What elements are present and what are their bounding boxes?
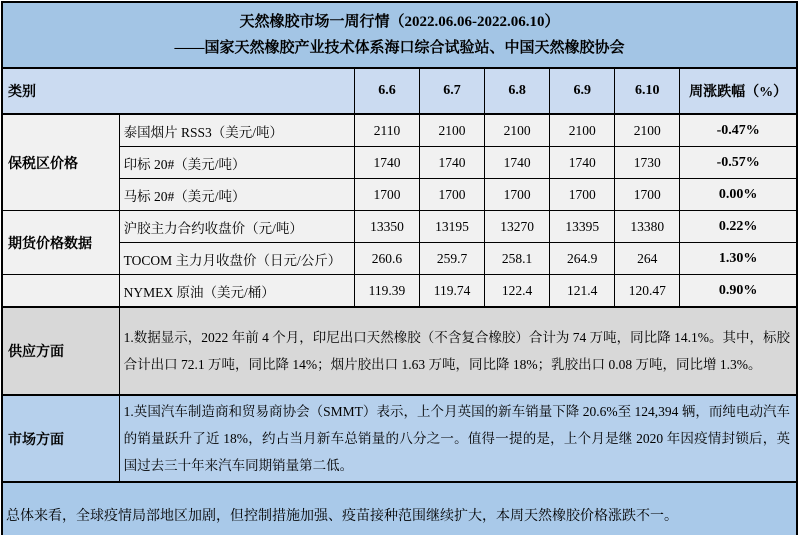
value-cell: 13270 <box>485 211 550 243</box>
value-cell: 1700 <box>615 179 680 211</box>
value-cell: 2110 <box>354 114 419 147</box>
value-cell: 121.4 <box>550 275 615 308</box>
change-header-cell: 周涨跌幅（%） <box>680 68 797 114</box>
row-label-cell: 沪胶主力合约收盘价（元/吨） <box>119 211 354 243</box>
table-row <box>2 243 797 275</box>
supply-paragraph: 1.数据显示，2022 年前 4 个月，印尼出口天然橡胶（不含复合橡胶）合计为 74 万吨，同比降 14.1%。其中，标胶合计出口 72.1 万吨，同比降 14%；烟片胶出口 1.63 万吨，同比降 18%；乳胶出口 0.08 万吨，同比增 1.3%。 <box>119 307 797 395</box>
market-section-row <box>2 395 797 482</box>
value-cell: 1740 <box>420 147 485 179</box>
value-cell: 119.74 <box>420 275 485 308</box>
value-cell: 1700 <box>354 179 419 211</box>
row-label-cell: 马标 20#（美元/吨） <box>119 179 354 211</box>
row-label-cell: 印标 20#（美元/吨） <box>119 147 354 179</box>
change-cell: 0.22% <box>680 211 797 243</box>
value-cell: 13195 <box>420 211 485 243</box>
value-cell: 13395 <box>550 211 615 243</box>
date-header-cell: 6.6 <box>354 68 419 114</box>
group-cell-futures: 期货价格数据 <box>2 211 119 275</box>
value-cell: 2100 <box>420 114 485 147</box>
value-cell: 1700 <box>550 179 615 211</box>
supply-section-row <box>2 307 797 395</box>
value-cell: 259.7 <box>420 243 485 275</box>
table-row <box>2 114 797 147</box>
value-cell: 1740 <box>485 147 550 179</box>
group-cell-supply: 供应方面 <box>2 307 119 395</box>
group-cell-bonded: 保税区价格 <box>2 114 119 211</box>
value-cell: 264.9 <box>550 243 615 275</box>
title-row <box>2 2 797 68</box>
title-line-1: 天然橡胶市场一周行情（2022.06.06-2022.06.10） <box>239 14 560 30</box>
value-cell: 260.6 <box>354 243 419 275</box>
summary-row <box>2 482 797 535</box>
value-cell: 122.4 <box>485 275 550 308</box>
group-cell-market: 市场方面 <box>2 395 119 482</box>
table-row <box>2 147 797 179</box>
value-cell: 264 <box>615 243 680 275</box>
change-cell: -0.47% <box>680 114 797 147</box>
value-cell: 120.47 <box>615 275 680 308</box>
value-cell: 13350 <box>354 211 419 243</box>
row-label-cell: NYMEX 原油（美元/桶） <box>119 275 354 308</box>
value-cell: 2100 <box>485 114 550 147</box>
date-header-cell: 6.9 <box>550 68 615 114</box>
value-cell: 258.1 <box>485 243 550 275</box>
row-label-cell: TOCOM 主力月收盘价（日元/公斤） <box>119 243 354 275</box>
change-cell: 0.00% <box>680 179 797 211</box>
value-cell: 13380 <box>615 211 680 243</box>
change-cell: 1.30% <box>680 243 797 275</box>
group-cell-empty <box>2 275 119 308</box>
table-row <box>2 179 797 211</box>
date-header-cell: 6.8 <box>485 68 550 114</box>
rubber-market-table <box>1 1 798 535</box>
value-cell: 119.39 <box>354 275 419 308</box>
summary-text: 总体来看，全球疫情局部地区加剧，但控制措施加强、疫苗接种范围继续扩大，本周天然橡胶价格涨跌不一。 <box>2 482 797 535</box>
value-cell: 1700 <box>485 179 550 211</box>
value-cell: 2100 <box>615 114 680 147</box>
value-cell: 1700 <box>420 179 485 211</box>
value-cell: 1730 <box>615 147 680 179</box>
title-cell <box>2 2 797 68</box>
date-header-cell: 6.10 <box>615 68 680 114</box>
market-paragraph: 1.英国汽车制造商和贸易商协会（SMMT）表示，上个月英国的新车销量下降 20.6%至 124,394 辆，而纯电动汽车的销量跃升了近 18%，约占当月新车总销量的八分之一。值得一提的是，上个月是继 2020 年因疫情封锁后，英国过去三十年来汽车同期销量第二低。 <box>119 395 797 482</box>
change-cell: 0.90% <box>680 275 797 308</box>
category-header-cell: 类别 <box>2 68 354 114</box>
value-cell: 2100 <box>550 114 615 147</box>
table-row <box>2 275 797 308</box>
title-line-2: ——国家天然橡胶产业技术体系海口综合试验站、中国天然橡胶协会 <box>174 40 625 56</box>
value-cell: 1740 <box>354 147 419 179</box>
column-header-row <box>2 68 797 114</box>
table-row <box>2 211 797 243</box>
change-cell: -0.57% <box>680 147 797 179</box>
date-header-cell: 6.7 <box>420 68 485 114</box>
row-label-cell: 泰国烟片 RSS3（美元/吨） <box>119 114 354 147</box>
value-cell: 1740 <box>550 147 615 179</box>
